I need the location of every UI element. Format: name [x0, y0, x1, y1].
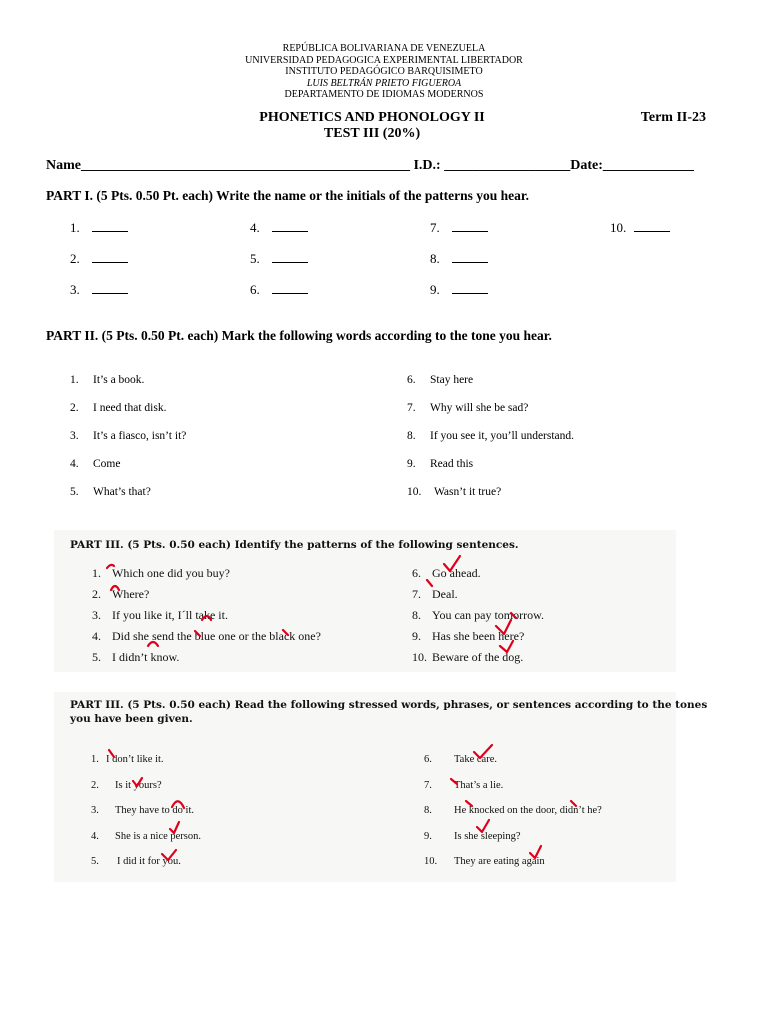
- part3a-item-3: 3. If you like it, I´ll take it.: [92, 608, 228, 622]
- course-title: PHONETICS AND PHONOLOGY II: [259, 110, 485, 125]
- rise-fall-tone-mark: [111, 586, 119, 590]
- answer-number: 6.: [250, 282, 260, 297]
- fall-rise-tone-mark: [474, 745, 492, 758]
- answer-number: 5.: [250, 251, 260, 266]
- rise-fall-tone-mark: [202, 616, 211, 620]
- part2-item-9: 9. Read this: [407, 458, 474, 470]
- part3a-item-8: 8. You can pay tomorrow.: [412, 608, 544, 622]
- answer-number: 3.: [70, 282, 80, 297]
- fall-tone-mark: [451, 779, 457, 784]
- fall-tone-mark: [427, 580, 432, 586]
- fall-tone-mark: [466, 801, 472, 806]
- part3a-item-9: 9. Has she been here?: [412, 629, 525, 643]
- fall-rise-tone-mark: [477, 820, 489, 832]
- fall-rise-tone-mark: [496, 620, 511, 634]
- part3b-item-6: 6. Take care.: [424, 754, 497, 765]
- fall-rise-tone-mark: [170, 822, 179, 833]
- test-title: TEST III (20%): [323, 126, 421, 141]
- answer-number: 9.: [430, 282, 440, 297]
- part3b-item-8: 8. He knocked on the door, didn’t he?: [424, 805, 602, 816]
- part2-item-1: 1. It’s a book.: [70, 374, 145, 386]
- fall-rise-tone-mark: [444, 556, 460, 571]
- fall-rise-tone-mark: [162, 850, 176, 860]
- part2-heading: PART II. (5 Pts. 0.50 Pt. each) Mark the following words according to the tone you hear.: [46, 328, 552, 343]
- fall-tone-mark: [283, 630, 288, 635]
- term-label: Term II-23: [640, 110, 706, 125]
- answer-number: 1.: [70, 220, 80, 235]
- answer-number: 2.: [70, 251, 80, 266]
- header-line-country: REPÚBLICA BOLIVARIANA DE VENEZUELA: [282, 43, 486, 54]
- part2-item-8: 8. If you see it, you’ll understand.: [407, 430, 575, 442]
- fall-rise-tone-mark: [530, 846, 541, 858]
- fall-tone-mark: [195, 631, 200, 636]
- header-line-department: DEPARTAMENTO DE IDIOMAS MODERNOS: [284, 89, 484, 100]
- part2-item-2: 2. I need that disk.: [70, 402, 167, 414]
- part1-heading: PART I. (5 Pts. 0.50 Pt. each) Write the name or the initials of the patterns you hear.: [46, 188, 529, 203]
- part3a-item-5: 5. I didn’t know.: [92, 650, 180, 664]
- header-line-institute: INSTITUTO PEDAGÓGICO BARQUISIMETO: [285, 66, 483, 77]
- part3b-heading-line1: PART III. (5 Pts. 0.50 each) Read the following stressed words, phrases, or sentences according to the tones: [70, 699, 708, 711]
- part3b-item-1: 1. I don’t like it.: [91, 754, 164, 765]
- student-info-fields: Name_______________________________________________ I.D.: __________________Date:_____________: [46, 158, 694, 173]
- header-line-university: UNIVERSIDAD PEDAGOGICA EXPERIMENTAL LIBERTADOR: [245, 54, 523, 66]
- rise-fall-tone-mark: [148, 642, 158, 646]
- fall-tone-mark: [571, 801, 576, 806]
- part3a-item-10: 10. Beware of the dog.: [412, 650, 524, 664]
- part3b-item-7: 7. That’s a lie.: [424, 780, 504, 791]
- part2-item-4: 4. Come: [70, 458, 121, 470]
- part3a-item-4: 4. Did she send the blue one or the black one?: [92, 629, 321, 643]
- fall-rise-tone-mark: [133, 778, 142, 786]
- part2-item-10: 10. Wasn’t it true?: [407, 486, 502, 498]
- part3b-item-10: 10. They are eating again: [424, 856, 545, 867]
- fall-rise-tone-mark: [500, 641, 513, 652]
- part3a-item-1: 1. Which one did you buy?: [92, 566, 230, 580]
- part3a-heading: PART III. (5 Pts. 0.50 each) Identify the patterns of the following sentences.: [70, 539, 519, 551]
- part2-item-6: 6. Stay here: [407, 374, 474, 386]
- answer-number: 7.: [430, 220, 440, 235]
- part3b-item-3: 3. They have to do it.: [91, 805, 195, 816]
- answer-number: 8.: [430, 251, 440, 266]
- fall-tone-mark: [511, 613, 516, 618]
- part2-item-3: 3. It’s a fiasco, isn’t it?: [70, 430, 187, 442]
- part3a-item-2: 2. Where?: [92, 587, 150, 601]
- answer-number: 10.: [610, 220, 627, 235]
- part3b-item-9: 9. Is she sleeping?: [424, 831, 521, 842]
- fall-tone-mark: [107, 565, 114, 568]
- part3b-item-2: 2. Is it yours?: [91, 780, 162, 791]
- answer-number: 4.: [250, 220, 260, 235]
- header-line-founder: LUIS BELTRÁN PRIETO FIGUEROA: [306, 77, 462, 89]
- part3a-item-6: 6. Go ahead.: [412, 566, 481, 580]
- fall-tone-mark: [109, 750, 114, 757]
- part3a-item-7: 7. Deal.: [412, 587, 458, 601]
- part3b-item-5: 5. I did it for you.: [91, 856, 181, 867]
- part3b-heading-line2: you have been given.: [70, 713, 193, 725]
- part2-item-5: 5. What’s that?: [70, 486, 151, 498]
- rise-fall-tone-mark: [172, 801, 184, 808]
- part2-item-7: 7. Why will she be sad?: [407, 402, 529, 414]
- part3b-item-4: 4. She is a nice person.: [91, 831, 202, 842]
